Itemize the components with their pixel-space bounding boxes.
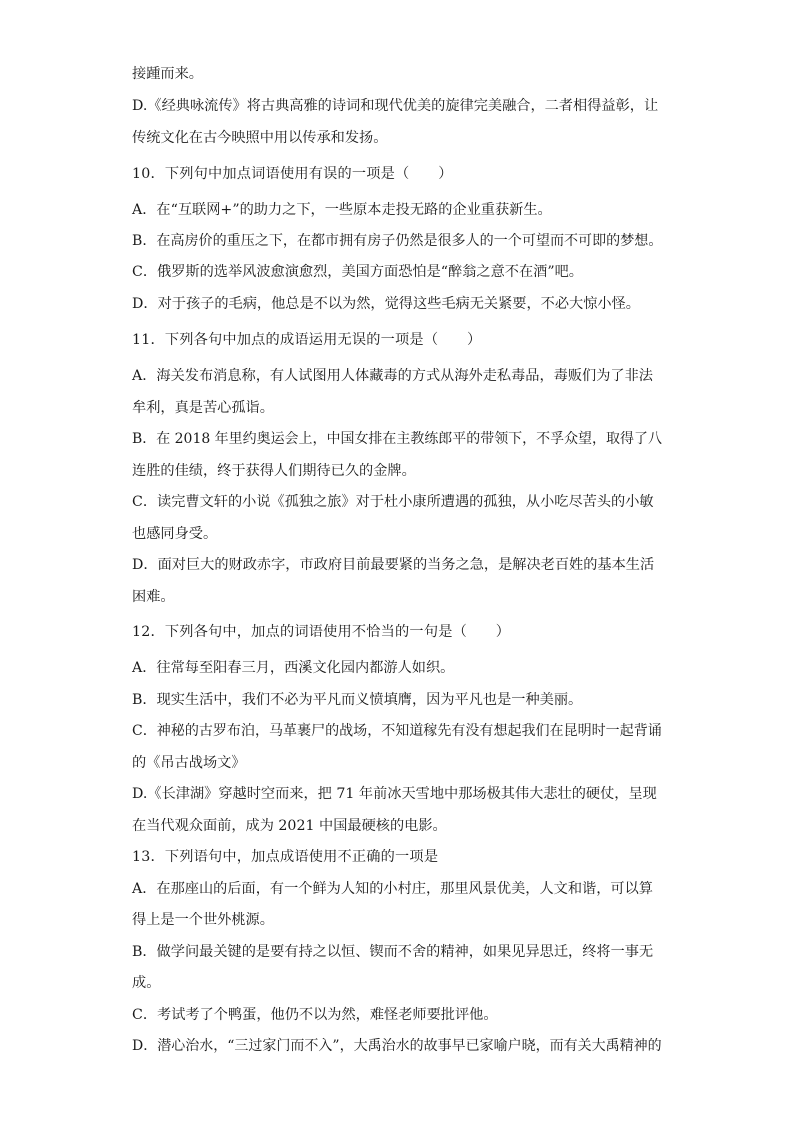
text-line: 连胜的佳绩，终于获得人们期待已久的金牌。 — [132, 463, 416, 479]
option-line: D．对于孩子的毛病，他总是不以为然，觉得这些毛病无关紧要，不必大惊小怪。 — [132, 296, 640, 312]
question-10-stem: 10．下列句中加点词语使用有误的一项是（ ） — [132, 166, 453, 182]
option-line: B．在 2018 年里约奥运会上，中国女排在主教练郎平的带领下，不孚众望，取得了八 — [132, 431, 662, 447]
option-line: B．现实生活中，我们不必为平凡而义愤填膺，因为平凡也是一种美丽。 — [132, 692, 583, 708]
question-11-stem: 11．下列各句中加点的成语运用无误的一项是（ ） — [132, 332, 482, 348]
question-12-stem: 12．下列各句中，加点的词语使用不恰当的一句是（ ） — [132, 624, 511, 640]
option-line: C．考试考了个鸭蛋，他仍不以为然，难怪老师要批评他。 — [132, 1007, 498, 1023]
question-13-stem: 13．下列语句中，加点成语使用不正确的一项是 — [132, 849, 439, 865]
option-line: C．俄罗斯的选举风波愈演愈烈，美国方面恐怕是“醉翁之意不在酒”吧。 — [132, 264, 583, 280]
option-line: D．潜心治水，“三过家门而不入”，大禹治水的故事早已家喻户晓，而有关大禹精神的 — [132, 1038, 662, 1054]
text-line: 传统文化在古今映照中用以传承和发扬。 — [132, 130, 388, 146]
option-line: A．海关发布消息称，有人试图用人体藏毒的方式从海外走私毒品，毒贩们为了非法 — [132, 368, 653, 384]
text-line: 在当代观众面前，成为 2021 中国最硬核的电影。 — [132, 818, 447, 834]
text-line: 成。 — [132, 975, 161, 991]
option-line: A．往常每至阳春三月，西溪文化园内都游人如织。 — [132, 660, 455, 676]
option-line: B．做学问最关键的是要有持之以恒、锲而不舍的精神，如果见异思迁，终将一事无 — [132, 944, 654, 960]
option-line: A．在“互联网+”的助力之下，一些原本走投无路的企业重获新生。 — [132, 202, 552, 218]
text-line: 困难。 — [132, 589, 175, 605]
text-line: D.《经典咏流传》将古典高雅的诗词和现代优美的旋律完美融合，二者相得益彰，让 — [132, 98, 659, 114]
option-line: B．在高房价的重压之下，在都市拥有房子仍然是很多人的一个可望而不可即的梦想。 — [132, 233, 663, 249]
text-line: 得上是一个世外桃源。 — [132, 912, 274, 928]
option-line: D．面对巨大的财政赤字，市政府目前最要紧的当务之急，是解决老百姓的基本生活 — [132, 557, 655, 573]
text-line: 的《吊古战场文》 — [132, 755, 246, 771]
option-line: D.《长津湖》穿越时空而来，把 71 年前冰天雪地中那场极其伟大悲壮的硬仗，呈现 — [132, 786, 657, 802]
text-line: 牟利，真是苦心孤诣。 — [132, 400, 274, 416]
text-line: 接踵而来。 — [132, 66, 203, 82]
text-line: 也感同身受。 — [132, 526, 218, 542]
option-line: C．读完曹文轩的小说《孤独之旅》对于杜小康所遭遇的孤独，从小吃尽苦头的小敏 — [132, 494, 654, 510]
option-line: C．神秘的古罗布泊，马革裹尸的战场，不知道稼先有没有想起我们在昆明时一起背诵 — [132, 723, 662, 739]
option-line: A．在那座山的后面，有一个鲜为人知的小村庄，那里风景优美，人文和谐，可以算 — [132, 881, 653, 897]
